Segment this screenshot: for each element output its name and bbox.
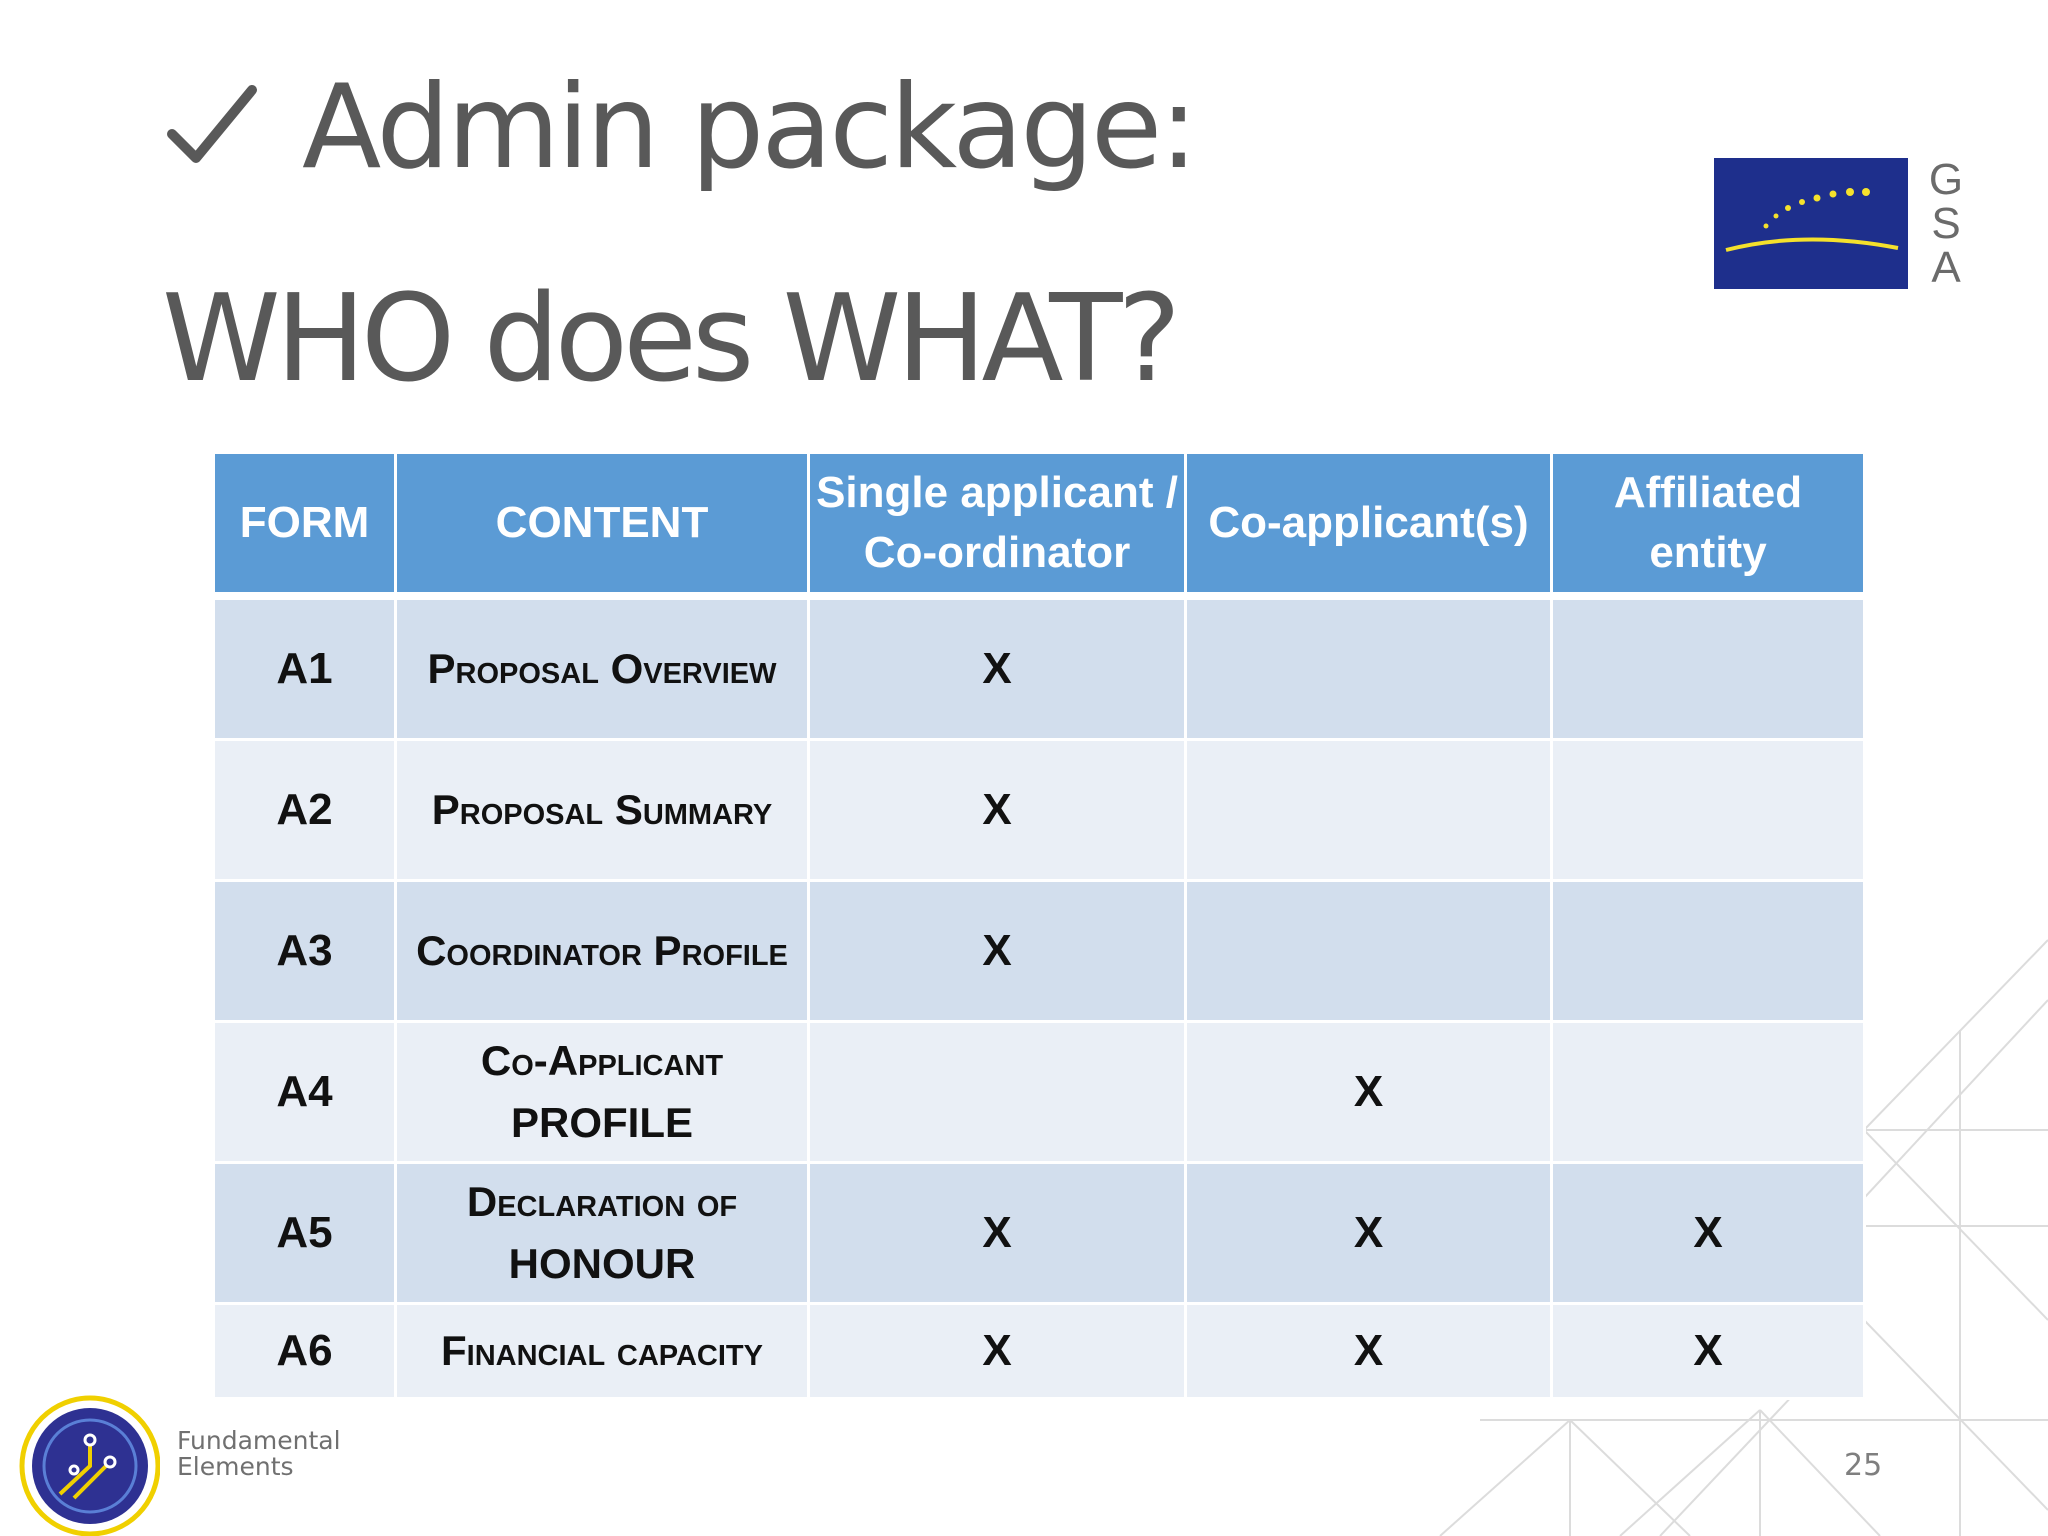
column-header-affiliated-entity: Affiliated entity [1552, 453, 1865, 597]
affiliated-entity-cell [1552, 1163, 1865, 1304]
single-applicant-cell [809, 1163, 1186, 1304]
column-header-content: CONTENT [396, 453, 809, 597]
gsa-letter: A [1931, 243, 1961, 292]
table-row [214, 881, 1865, 1022]
checkmark-icon [166, 82, 258, 174]
form-code: A5 [276, 1208, 333, 1257]
table-header-row [214, 453, 1865, 597]
content-cell [396, 740, 809, 881]
title-line-1 [166, 58, 1195, 198]
slide-title: Admin package: [302, 60, 1196, 195]
co-applicant-cell [1186, 596, 1552, 740]
single-applicant-cell [809, 1022, 1186, 1163]
page-number: 25 [1844, 1448, 1883, 1483]
who-does-what-table [212, 451, 1866, 1400]
gsa-letters [1926, 155, 1966, 292]
x-mark: X [1353, 1326, 1384, 1375]
content-label: Financial capacity [441, 1327, 763, 1374]
content-label: Co-Applicant PROFILE [480, 1037, 724, 1146]
form-code-cell [214, 1304, 396, 1399]
content-cell [396, 596, 809, 740]
x-mark: X [982, 1208, 1012, 1257]
content-cell [396, 1022, 809, 1163]
single-applicant-cell [809, 881, 1186, 1022]
fundamental-elements-text [177, 1428, 341, 1480]
form-code: A6 [276, 1326, 333, 1375]
affiliated-entity-cell [1552, 1304, 1865, 1399]
gsa-logo [1714, 155, 1970, 292]
table-row [214, 596, 1865, 740]
x-mark: X [982, 1326, 1012, 1375]
gsa-letter: G [1928, 155, 1964, 204]
form-code-cell [214, 740, 396, 881]
form-code: A1 [276, 644, 333, 693]
affiliated-entity-cell [1552, 1022, 1865, 1163]
x-mark: X [1353, 1208, 1384, 1257]
single-applicant-cell [809, 596, 1186, 740]
table-row [214, 1163, 1865, 1304]
form-code-cell [214, 1163, 396, 1304]
column-header-single-applicant: Single applicant / Co-ordinator [809, 453, 1186, 597]
content-cell [396, 1163, 809, 1304]
co-applicant-cell [1186, 740, 1552, 881]
x-mark: X [982, 926, 1012, 975]
single-applicant-cell [809, 740, 1186, 881]
form-code: A2 [276, 785, 333, 834]
fundamental-elements-logo [10, 1386, 160, 1536]
content-cell [396, 881, 809, 1022]
gsa-letter: S [1931, 199, 1961, 248]
table-row [214, 740, 1865, 881]
form-code-cell [214, 596, 396, 740]
co-applicant-cell [1186, 1163, 1552, 1304]
form-code-cell [214, 881, 396, 1022]
fundamental-elements-line2: Elements [177, 1452, 294, 1481]
co-applicant-cell [1186, 1304, 1552, 1399]
table-row [214, 1022, 1865, 1163]
affiliated-entity-cell [1552, 740, 1865, 881]
fundamental-elements-line1: Fundamental [177, 1426, 341, 1455]
x-mark: X [982, 785, 1012, 834]
column-header-co-applicants: Co-applicant(s) [1186, 453, 1552, 597]
single-applicant-cell [809, 1304, 1186, 1399]
table-row [214, 1304, 1865, 1399]
content-label: Proposal Overview [427, 645, 777, 692]
column-header-form: FORM [214, 453, 396, 597]
slide-subtitle: WHO does WHAT? [162, 270, 1177, 409]
form-code-cell [214, 1022, 396, 1163]
affiliated-entity-cell [1552, 881, 1865, 1022]
x-mark: X [1353, 1067, 1384, 1116]
content-label: Proposal Summary [431, 786, 773, 833]
content-label: Coordinator Profile [416, 927, 788, 974]
form-code: A3 [276, 926, 333, 975]
x-mark: X [982, 644, 1012, 693]
x-mark: X [1693, 1326, 1723, 1375]
co-applicant-cell [1186, 1022, 1552, 1163]
affiliated-entity-cell [1552, 596, 1865, 740]
form-code: A4 [276, 1067, 333, 1116]
gsa-flag-icon [1714, 158, 1908, 289]
co-applicant-cell [1186, 881, 1552, 1022]
x-mark: X [1693, 1208, 1723, 1257]
content-cell [396, 1304, 809, 1399]
content-label: Declaration of HONOUR [466, 1178, 738, 1287]
